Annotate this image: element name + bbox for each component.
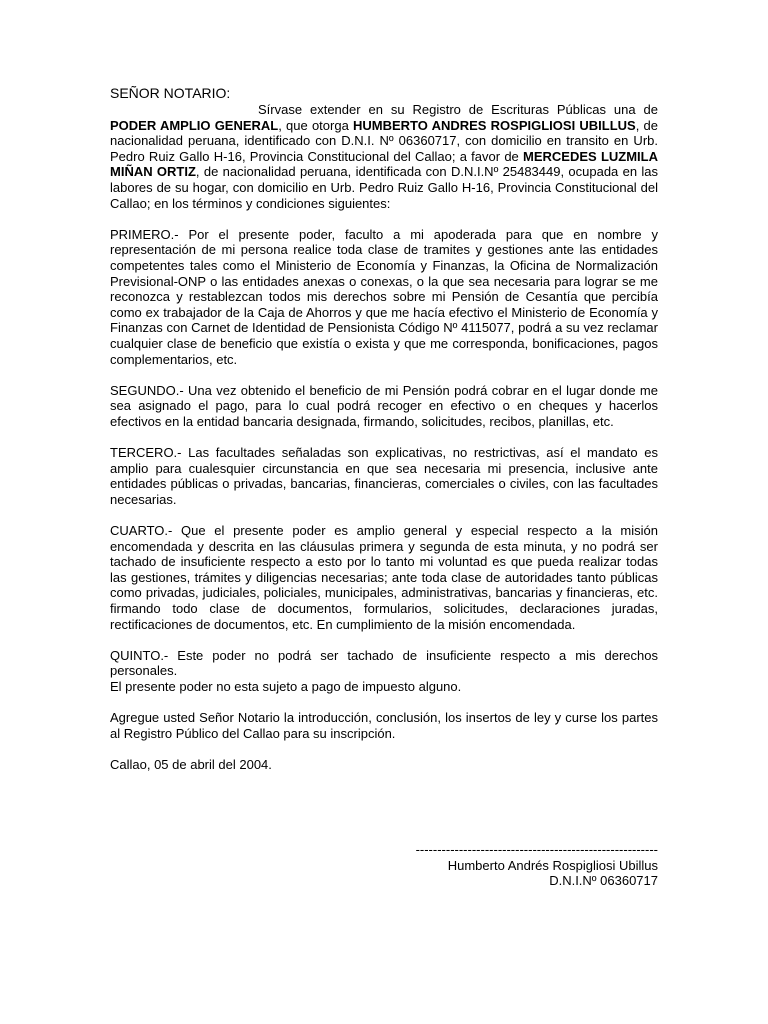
intro-text-1: Sírvase extender en su Registro de Escrituras Públicas una de (258, 102, 658, 117)
document-heading: SEÑOR NOTARIO: (110, 85, 231, 101)
clause-quinto: QUINTO.- Este poder no podrá ser tachado de insuficiente respecto a mis derechos personales. (110, 647, 658, 679)
intro-paragraph (110, 102, 658, 211)
clause-quinto-block (110, 648, 658, 695)
intro-text-3: , de nacionalidad peruana, identificado con D.N.I. Nº 06360717, con domicilio en transito en Urb. Pedro Ruiz Gallo H-16, Provincia Constitucional del Callao; a favor de (110, 117, 658, 164)
clause-primero: PRIMERO.- Por el presente poder, faculto a mi apoderada para que en nombre y representación de mi persona realice toda clase de tramites y gestiones ante las entidades competentes tales como el Ministerio de Economía y Finanzas, la Oficina de Normalización Previsional-ONP o las entidades anexas o conexas, o la que sea necesaria para lograr se me reconozca y restablezcan todos mis derechos sobre mi Pensión de Cesantía que percibía como ex trabajador de la Caja de Ahorros y que me hacía efectivo el Ministerio de Economía y Finanzas con Carnet de Identidad de Pensionista Código Nº 4115077, podrá a su vez reclamar cualquier clase de beneficio que existía o exista y que me corresponda, bonificaciones, pagos complementarios, etc. (110, 226, 658, 367)
intro-text-4: , de nacionalidad peruana, identificada con D.N.I.Nº 25483449, ocupada en las labores de su hogar, con domicilio en Urb. Pedro Ruiz Gallo H-16, Provincia Constitucional del Callao; en los términos y condiciones siguientes: (110, 164, 658, 211)
closing-paragraph: Agregue usted Señor Notario la introducción, conclusión, los insertos de ley y curse los partes al Registro Público del Callao para su inscripción. (110, 710, 658, 741)
clause-tercero: TERCERO.- Las facultades señaladas son explicativas, no restrictivas, así el mandato es amplio para cualesquier circunstancia en que sea necesaria mi presencia, inclusive ante entidades públicas o privadas, bancarias, financieras, comerciales o civiles, con las facultades necesarias. (110, 445, 658, 507)
signatory-name: Humberto Andrés Rospigliosi Ubillus (447, 857, 658, 873)
signatory-dni: D.N.I.Nº 06360717 (549, 873, 658, 889)
place-date: Callao, 05 de abril del 2004. (110, 756, 272, 772)
clause-segundo: SEGUNDO.- Una vez obtenido el beneficio de mi Pensión podrá cobrar en el lugar donde me sea asignado el pago, para lo cual podrá recoger en efectivo o en cheques y hacerlos efectivos en la entidad bancaria designada, firmando, solicitudes, recibos, planillas, etc. (110, 382, 658, 429)
tax-note: El presente poder no esta sujeto a pago de impuesto alguno. (110, 678, 462, 694)
signature-block (416, 842, 658, 889)
intro-text-2: , que otorga (278, 117, 353, 133)
document-body (110, 84, 658, 788)
signature-line: -------------------------------------------------------- (415, 842, 658, 857)
attorney-name: MERCEDES LUZMILA MIÑAN ORTIZ (110, 148, 658, 180)
clause-cuarto: CUARTO.- Que el presente poder es amplio general y especial respecto a la misión encomendada y descrita en las cláusulas primera y segunda de esta minuta, y no podrá ser tachado de insuficiente respecto a esto por lo tanto mi voluntad es que pueda realizar todas las gestiones, trámites y diligencias necesarias; ante toda clase de autoridades tanto públicas como privadas, judiciales, policiales, municipales, administrativas, bancarias y financieras, etc. firmando todo clase de documentos, formularios, solicitudes, declaraciones juradas, rectificaciones de documentos, etc. En cumplimiento de la misión encomendada. (110, 523, 658, 632)
grantor-name: HUMBERTO ANDRES ROSPIGLIOSI UBILLUS (353, 117, 636, 133)
power-type: PODER AMPLIO GENERAL (110, 117, 279, 133)
